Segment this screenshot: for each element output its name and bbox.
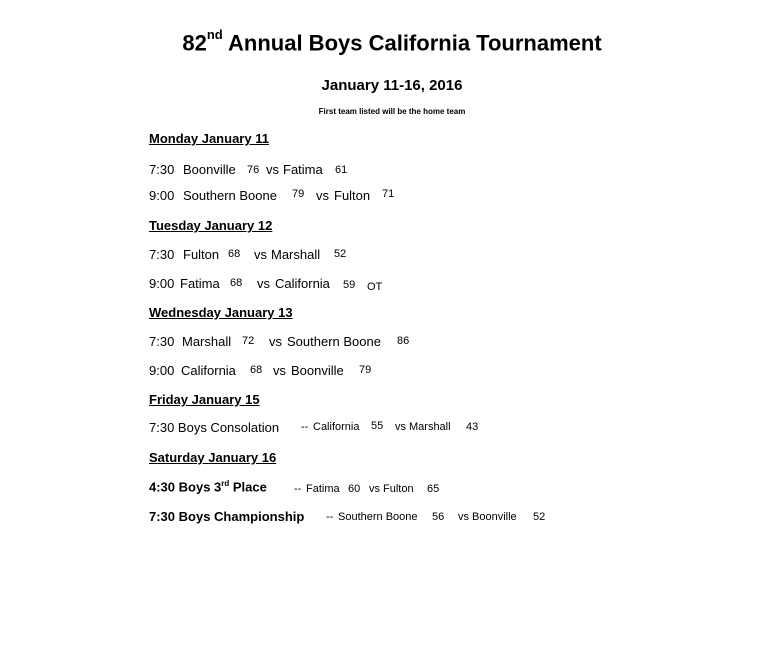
page-title: 82nd Annual Boys California Tournament	[182, 27, 602, 56]
day-heading-wednesday: Wednesday January 13	[149, 305, 293, 320]
day-heading-saturday: Saturday January 16	[149, 450, 277, 465]
day-heading-tuesday: Tuesday January 12	[149, 218, 273, 233]
day-heading-monday: Monday January 11	[149, 131, 269, 146]
tournament-dates: January 11-16, 2016	[321, 77, 463, 94]
day-heading-friday: Friday January 15	[149, 392, 260, 407]
home-team-note: First team listed will be the home team	[318, 107, 466, 116]
